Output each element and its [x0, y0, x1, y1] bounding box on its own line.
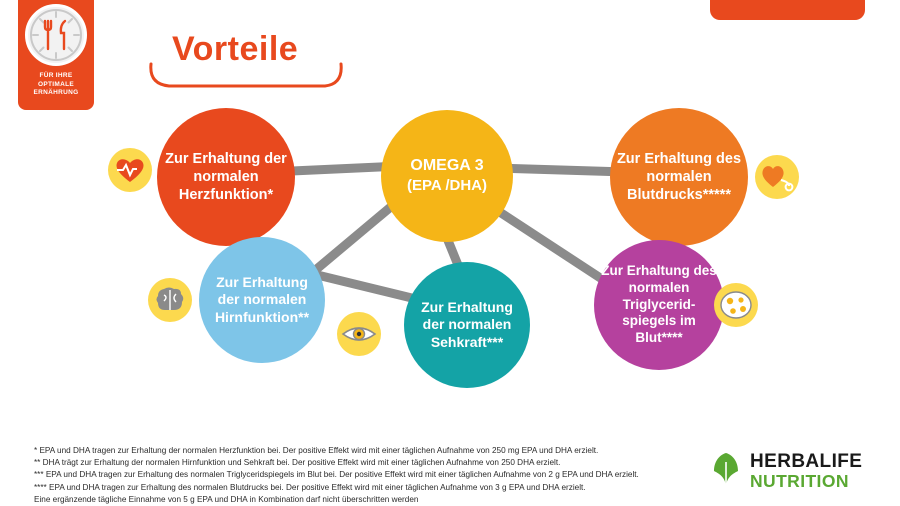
eye-icon [337, 312, 381, 356]
logo-line-2: NUTRITION [750, 471, 849, 491]
footnotes [34, 445, 694, 506]
badge-line-1: FÜR IHRE [39, 72, 73, 79]
leaf-icon [708, 452, 744, 490]
footnote-3: *** EPA und DHA tragen zur Erhaltung des normalen Triglyceridspiegels im Blut bei. Der positive Effekt wird mit einer täglichen Aufnahme von 2 g EPA und DHA erzielt. [34, 470, 639, 480]
page-title: Vorteile [172, 30, 299, 68]
herbalife-logo [708, 450, 883, 494]
node-omega3-line1: OMEGA 3 [410, 157, 484, 174]
badge-line-2: OPTIMALE [38, 80, 74, 88]
logo-line-1: HERBALIFE [750, 451, 863, 472]
node-omega3-line2: (EPA /DHA) [407, 177, 487, 194]
footnote-2: ** DHA trägt zur Erhaltung der normalen Hirnfunktion und Sehkraft bei. Der positive Effekt wird mit einer täglichen Aufnahme von 250 DHA erzielt. [34, 458, 561, 468]
heartbeat-icon [108, 148, 152, 192]
footnote-1: * EPA und DHA tragen zur Erhaltung der normalen Herzfunktion bei. Der positive Effekt wird mit einer täglichen Aufnahme von 250 mg EPA und DHA erzielt. [34, 446, 599, 455]
brain-icon [148, 278, 192, 322]
footnote-5: Eine ergänzende tägliche Einnahme von 5 g EPA und DHA in Kombination darf nicht überschritten werden [34, 494, 419, 504]
node-triglyceride[interactable]: Zur Erhaltung des normalen Triglycerid-spiegels im Blut**** [594, 240, 724, 370]
footnote-4: **** EPA und DHA tragen zur Erhaltung des normalen Blutdrucks bei. Der positive Effekt wird mit einer täglichen Aufnahme von 3 g EPA und DHA erzielt. [34, 482, 586, 492]
node-herzfunktion[interactable]: Zur Erhaltung der normalen Herzfunktion* [157, 108, 295, 246]
node-omega3[interactable] [381, 110, 513, 242]
node-sehkraft[interactable]: Zur Erhaltung der normalen Sehkraft*** [404, 262, 530, 388]
badge-line-3: ERNÄHRUNG [33, 89, 79, 96]
heart-stethoscope-icon [755, 155, 799, 199]
node-hirnfunktion[interactable]: Zur Erhaltung der normalen Hirnfunktion** [199, 237, 325, 363]
logo-text [750, 452, 862, 491]
node-blutdruck[interactable]: Zur Erhaltung des normalen Blutdrucks***** [610, 108, 748, 246]
blood-cells-icon [714, 283, 758, 327]
